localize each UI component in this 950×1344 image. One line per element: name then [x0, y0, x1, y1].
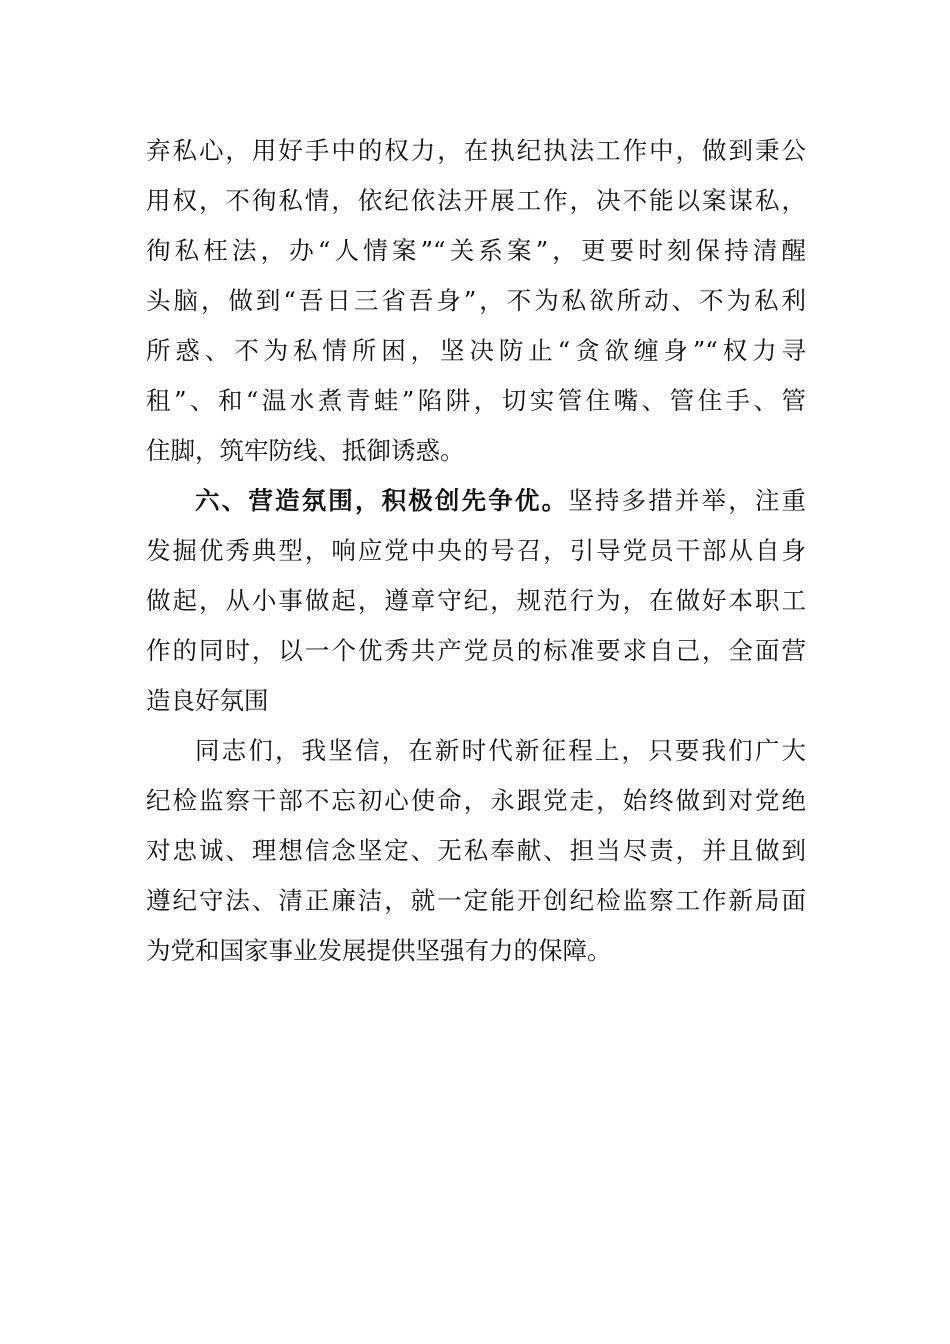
section-heading: 六、营造氛围，积极创先争优。 [195, 486, 569, 515]
paragraph-2-line-3: 做起，从小事做起，遵章守纪，规范行为，在做好本职工 [146, 586, 806, 615]
paragraph-2-line-5: 造良好氛围 [146, 686, 269, 715]
paragraph-3-line-1: 同志们，我坚信，在新时代新征程上，只要我们广大 [195, 736, 806, 765]
paragraph-3-line-4: 遵纪守法、清正廉洁，就一定能开创纪检监察工作新局面 [146, 886, 806, 915]
document-body [146, 126, 806, 976]
paragraph-1-line-5: 所惑、不为私情所困，坚决防止“贪欲缠身”“权力寻 [146, 336, 806, 365]
paragraph-3-line-5: 为党和国家事业发展提供坚强有力的保障。 [146, 936, 612, 965]
paragraph-2-line-4: 作的同时，以一个优秀共产党员的标准要求自己，全面营 [146, 636, 806, 665]
paragraph-2-first-line-text: 坚持多措并举，注重 [568, 486, 807, 515]
paragraph-1-line-3: 徇私枉法，办“人情案”“关系案”，更要时刻保持清醒 [146, 236, 806, 265]
paragraph-2-line-1 [146, 476, 806, 526]
paragraph-1-line-7: 住脚，筑牢防线、抵御诱惑。 [146, 436, 465, 465]
paragraph-2-line-2: 发掘优秀典型，响应党中央的号召，引导党员干部从自身 [146, 536, 806, 565]
paragraph-1-line-1: 弃私心，用好手中的权力，在执纪执法工作中，做到秉公 [146, 136, 806, 165]
paragraph-1-line-4: 头脑，做到“吾日三省吾身”，不为私欲所动、不为私利 [146, 286, 806, 315]
paragraph-3-line-3: 对忠诚、理想信念坚定、无私奉献、担当尽责，并且做到 [146, 836, 806, 865]
paragraph-3-line-2: 纪检监察干部不忘初心使命，永跟党走，始终做到对党绝 [146, 786, 806, 815]
paragraph-1-line-6: 租”、和“温水煮青蛙”陷阱，切实管住嘴、管住手、管 [146, 386, 806, 415]
paragraph-1-line-2: 用权，不徇私情，依纪依法开展工作，决不能以案谋私， [146, 186, 806, 215]
